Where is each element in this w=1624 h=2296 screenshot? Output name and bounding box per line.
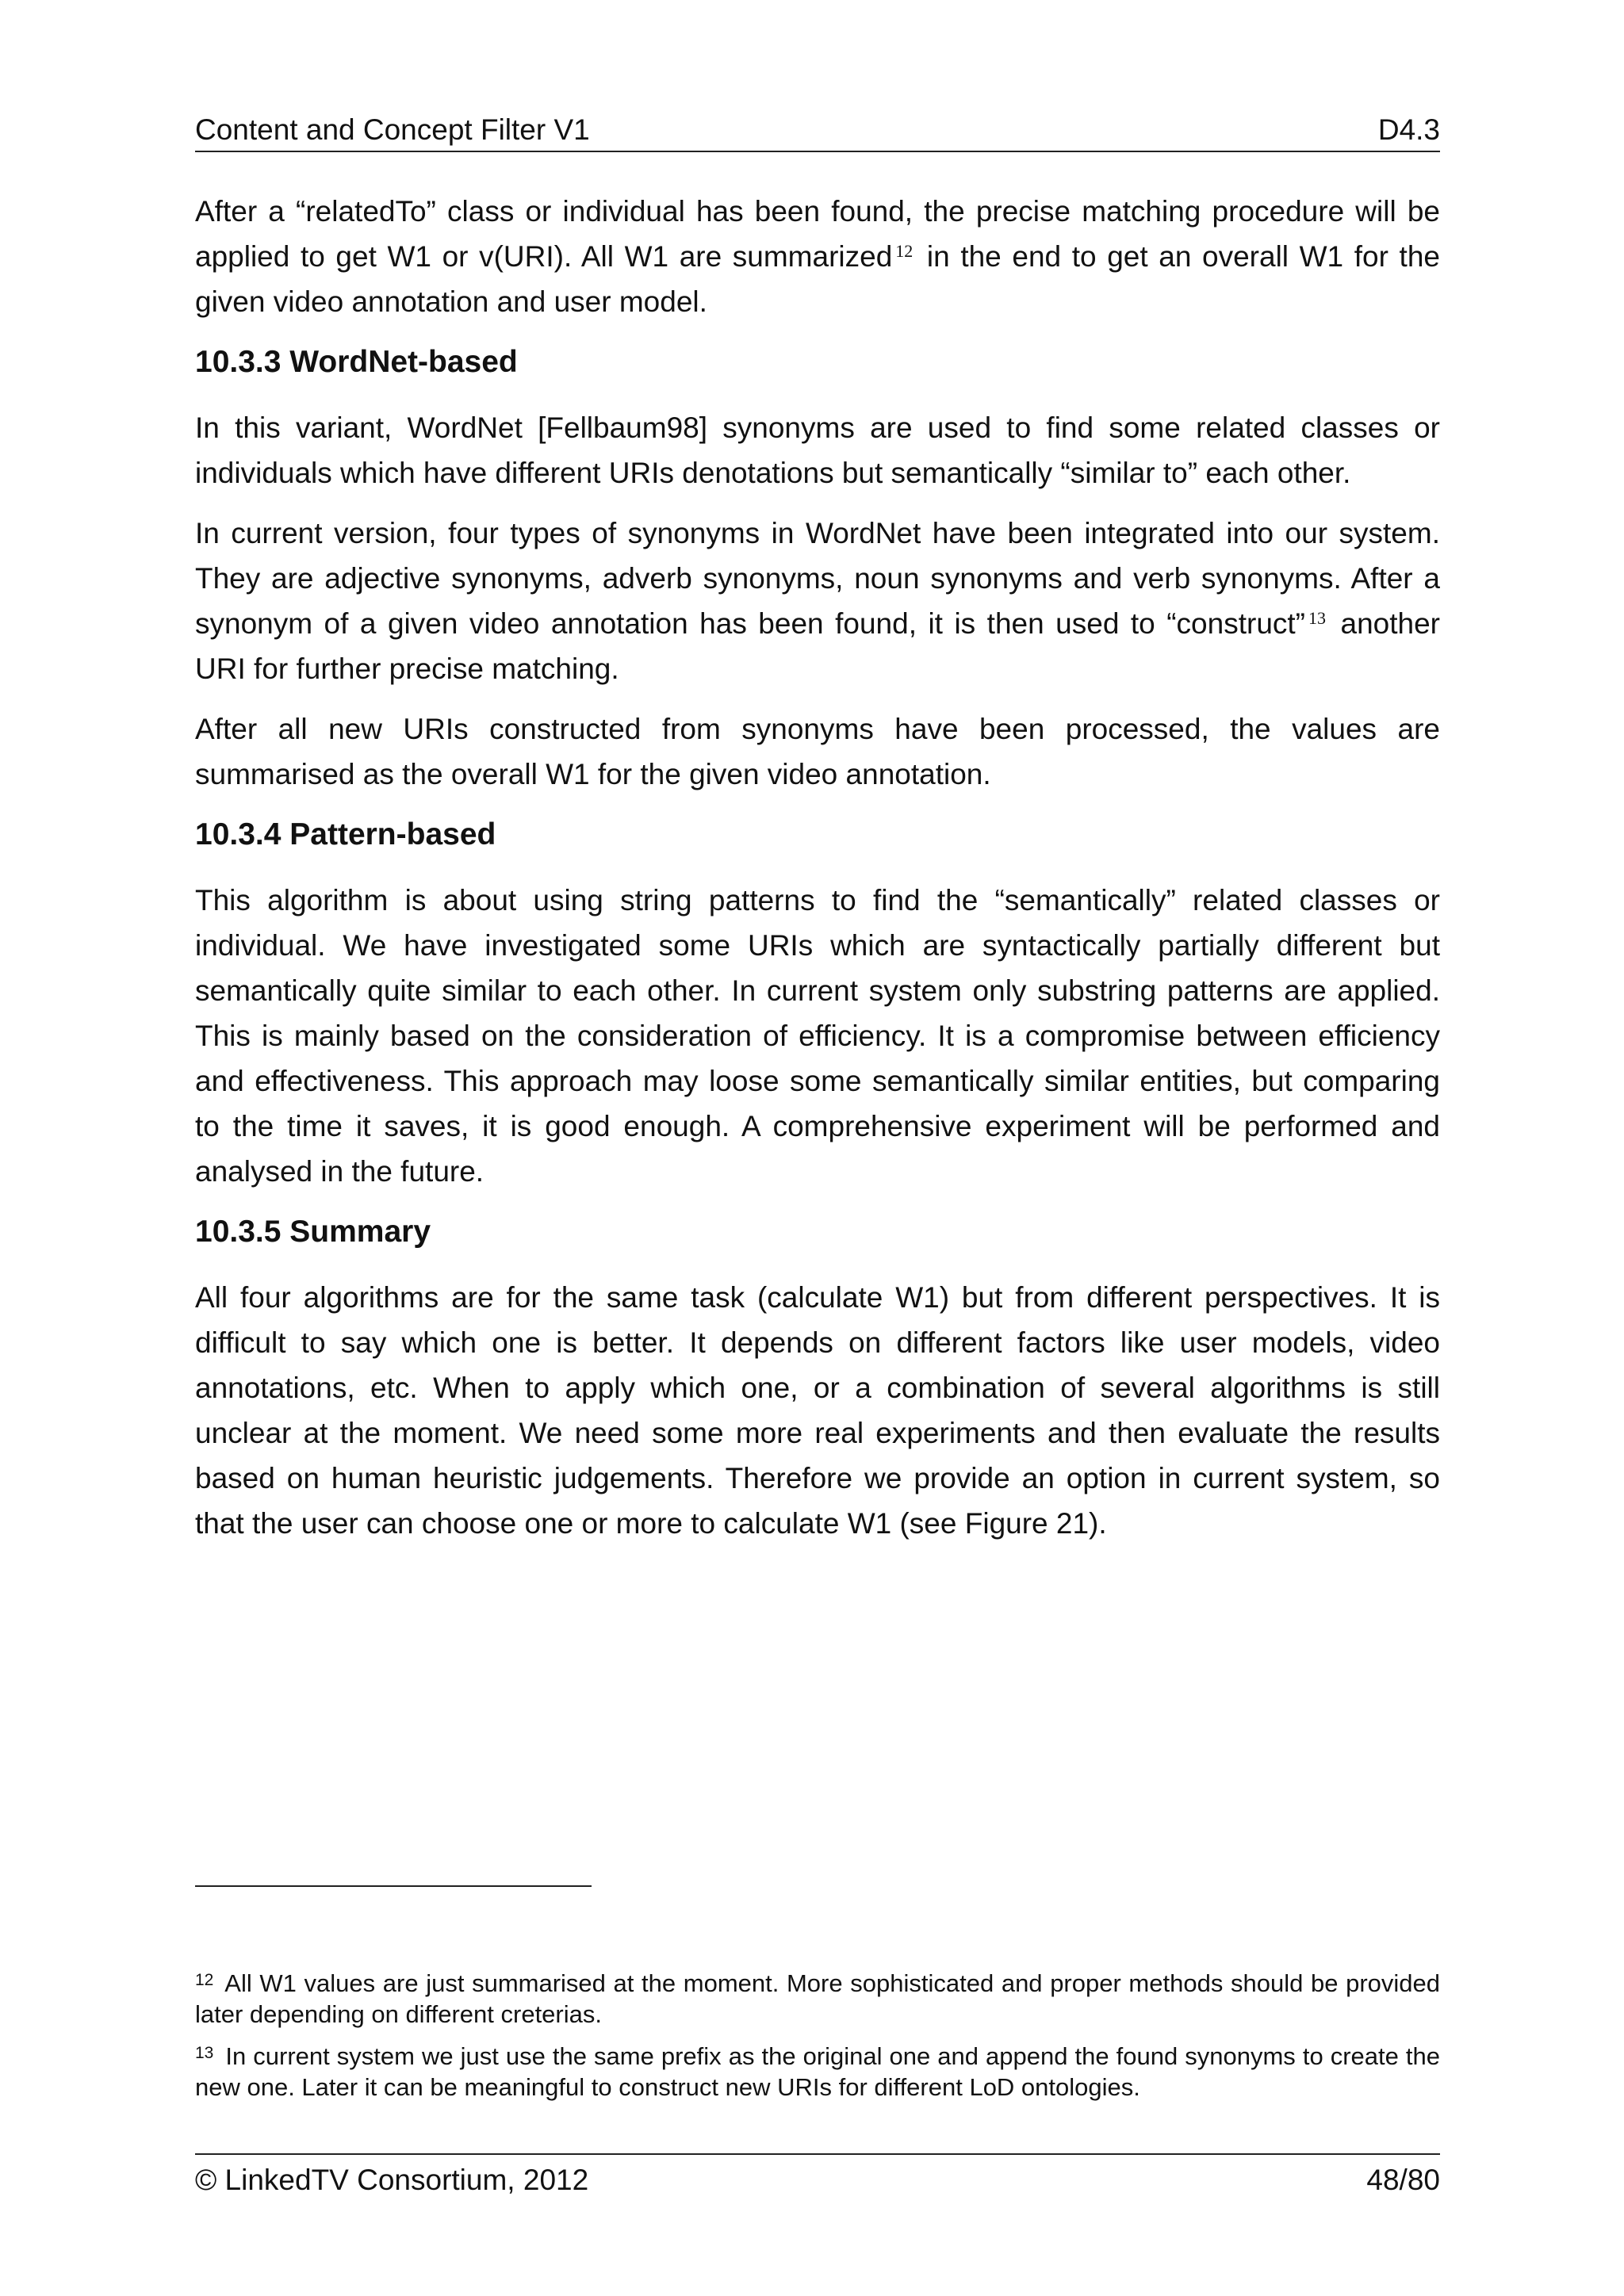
heading-summary: 10.3.5 Summary bbox=[195, 1215, 431, 1249]
heading-wordnet-based: 10.3.3 WordNet-based bbox=[195, 345, 518, 379]
footnote-12: $^{12}$ All W1 values are just summarised at the moment. More sophisticated and proper methods should be provided later depending on different creterias. bbox=[195, 1969, 1440, 2028]
summary-paragraph-1: All four algorithms are for the same task (calculate W1) but from different perspectives. It is difficult to say which one is better. It depends on different factors like user models, video annotations, etc. When to apply which one, or a combination of several algorithms is still unclear at the moment. We need some more real experiments and then evaluate the results based on human heuristic judgements. Therefore we provide an option in current system, so that the user can choose one or more to calculate W1 (see Figure 21). bbox=[195, 1281, 1440, 1540]
footnote-ref-13[interactable]: 13 bbox=[1308, 608, 1326, 628]
pattern-paragraph-1: This algorithm is about using string patterns to find the “semantically” related classes or individual. We have investigated some URIs which are syntactically partially different but semantically quite similar to each other. In current system only substring patterns are applied. This is mainly based on the consideration of efficiency. It is a compromise between efficiency and effectiveness. This approach may loose some semantically similar entities, but comparing to the time it saves, it is good enough. A comprehensive experiment will be performed and analysed in the future. bbox=[195, 884, 1440, 1188]
footnote-13: $^{13}$ In current system we just use the same prefix as the original one and append the found synonyms to create the new one. Later it can be meaningful to construct new URIs for different LoD ontologies. bbox=[195, 2042, 1440, 2101]
footnote-ref-12[interactable]: 12 bbox=[895, 241, 914, 261]
wordnet-paragraph-1: In this variant, WordNet [Fellbaum98] synonyms are used to find some related classes or individuals which have different URIs denotations but semantically “similar to” each other. bbox=[195, 411, 1440, 489]
footer-page-number: 48/80 bbox=[1366, 2163, 1440, 2196]
header-title: Content and Concept Filter V1 bbox=[195, 113, 590, 146]
page-body bbox=[195, 189, 1440, 1561]
footer-copyright: © LinkedTV Consortium, 2012 bbox=[195, 2163, 589, 2196]
footnote-separator bbox=[195, 1885, 592, 1887]
heading-pattern-based: 10.3.4 Pattern-based bbox=[195, 817, 496, 851]
footnote-mark-12: 12 bbox=[195, 1971, 214, 1989]
page-header bbox=[195, 111, 1440, 152]
wordnet-paragraph-2: In current version, four types of synonyms in WordNet have been integrated into our system. They are adjective synonyms, adverb synonyms, noun synonyms and verb synonyms. After a synonym of a given video annotation has been found, it is then used to “construct” $^{13}$ another URI for further precise matching. bbox=[195, 517, 1440, 685]
wordnet-paragraph-3: After all new URIs constructed from synonyms have been processed, the values are summarised as the overall W1 for the given video annotation. bbox=[195, 713, 1440, 790]
page-footer bbox=[195, 2153, 1440, 2198]
intro-paragraph: After a “relatedTo” class or individual has been found, the precise matching procedure will be applied to get W1 or v(URI). All W1 are summarized $^{12}$ in the end to get an overall W1 for the given video annotation and user model. bbox=[195, 195, 1440, 318]
header-doc-id: D4.3 bbox=[1377, 113, 1440, 146]
footnote-mark-13: 13 bbox=[195, 2044, 214, 2062]
footnotes bbox=[195, 1968, 1440, 2114]
